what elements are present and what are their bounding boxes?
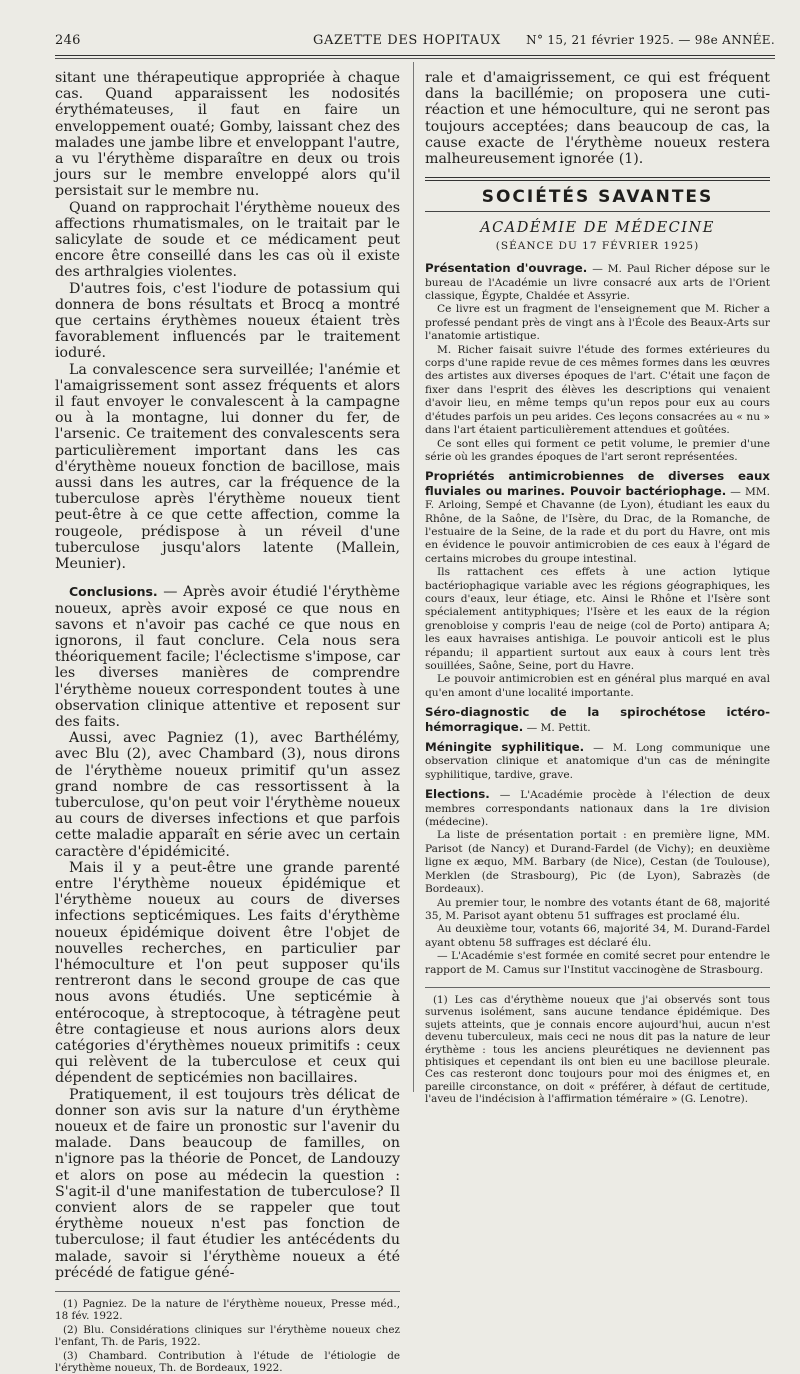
left-footnotes <box>55 1298 400 1374</box>
report-item: Méningite syphilitique. — M. Long communique une observation clinique et anatomique d'un cas de méningite syphilitique, tardive, grave. <box>425 740 770 781</box>
paragraph: Quand on rapprochait l'érythème noueux des affections rhumatismales, on le traitait par le salicylate de soude et ce médicament peut encore être conseillé dans les cas où il existe des arthralgies violentes. <box>55 199 400 281</box>
report-item: Présentation d'ouvrage. — M. Paul Richer dépose sur le bureau de l'Académie un livre consacré aux arts de l'Orient classique, Égypte, Chaldée et Assyrie. <box>425 261 770 303</box>
paragraph: Au deuxième tour, votants 66, majorité 34, M. Durand-Fardel ayant obtenu 58 suffrages est déclaré élu. <box>425 923 770 949</box>
paragraph: sitant une thérapeutique appropriée à chaque cas. Quand apparaissent les nodosités érythémateuses, il faut en faire un enveloppement ouaté; Gomby, laissant chez des malades une jambe libre et enveloppant l'autre, a vu l'érythème disparaître en deux ou trois jours sur le membre enveloppé alors qu'il persistait sur le membre nu. <box>55 70 400 200</box>
page-header <box>55 30 775 52</box>
paragraph: — L'Académie s'est formée en comité secret pour entendre le rapport de M. Camus sur l'Institut vaccinogène de Strasbourg. <box>425 950 770 976</box>
paragraph: Au premier tour, le nombre des votants étant de 68, majorité 35, M. Parisot ayant obtenu 51 suffrages est proclamé élu. <box>425 896 770 922</box>
footnote: (2) Blu. Considérations cliniques sur l'érythème noueux chez l'enfant, Th. de Paris, 1922. <box>55 1323 400 1349</box>
left-body <box>55 70 400 1281</box>
paragraph: Le pouvoir antimicrobien est en général plus marqué en aval qu'en amont d'une localité importante. <box>425 673 770 699</box>
paragraph: M. Richer faisait suivre l'étude des formes extérieures du corps d'une rapide revue de ces mêmes formes dans les œuvres des artistes aux diverses époques de l'art. C'était une façon de fixer dans l'esprit des élèves les descriptions qui venaient d'avoir lieu, en même temps qu'un repos pour eux au cours d'études parfois un peu arides. Ces leçons consacrées au « nu » dans l'art étaient particulièrement attendues et goûtées. <box>425 343 770 437</box>
paragraph: Pratiquement, il est toujours très délicat de donner son avis sur la nature d'un érythème noueux et de faire un pronostic sur l'avenir du malade. Dans beaucoup de familles, on n'ignore pas la théorie de Poncet, de Landouzy et alors on pose au médecin la question : S'agit-il d'une manifestation de tuberculose? Il convient alors de se rappeler que tout érythème noueux n'est pas fonction de tuberculose; il faut étudier les antécédents du malade, savoir si l'érythème noueux a été précédé de fatigue géné- <box>55 1086 400 1281</box>
paragraph: Aussi, avec Pagniez (1), avec Barthélémy, avec Blu (2), avec Chambard (3), nous dirons de l'érythème noueux primitif qu'un assez grand nombre de cas ressortissent à la tuberculose, qu'on peut voir l'érythème noueux au cours de diverses infections et que parfois cette maladie apparaît en série avec un certain caractère d'épidémicité. <box>55 730 400 860</box>
publication-title: GAZETTE DES HOPITAUX <box>313 33 501 48</box>
paragraph: Mais il y a peut-être une grande parenté entre l'érythème noueux épidémique et l'érythème noueux au cours de diverses infections septicémiques. Les faits d'érythème noueux épidémique doivent être l'objet de nouvelles recherches, en particulier par l'hémoculture et l'on peut supposer qu'ils rentreront dans le second groupe de cas que nous avons étudiés. Une septicémie à entérocoque, à streptocoque, à tétragène peut être contagieuse et nous aurions alors deux catégories d'érythèmes noueux primitifs : ceux qui relèvent de la tuberculose et ceux qui dépendent de septicémies non bacillaires. <box>55 859 400 1087</box>
item-heading: Elections. <box>425 787 490 802</box>
conclusions-heading: Conclusions. <box>69 584 158 600</box>
section-banner <box>425 177 770 212</box>
report-item: Séro-diagnostic de la spirochétose ictéro-hémorragique. — M. Pettit. <box>425 705 770 734</box>
issue-info: N° 15, 21 février 1925. — 98e ANNÉE. <box>526 33 775 47</box>
footnote-rule <box>425 987 770 988</box>
item-heading: Présentation d'ouvrage. <box>425 261 588 276</box>
footnote: (1) Pagniez. De la nature de l'érythème noueux, Presse méd., 18 fév. 1922. <box>55 1298 400 1323</box>
left-column <box>55 70 400 1374</box>
academy-report <box>425 262 770 977</box>
column-divider <box>413 62 414 1092</box>
society-name: ACADÉMIE DE MÉDECINE <box>480 220 715 237</box>
right-continuation <box>425 70 770 167</box>
right-column <box>425 70 770 1106</box>
paragraph: La convalescence sera surveillée; l'anémie et l'amaigrissement sont assez fréquents et alors il faut envoyer le convalescent à la campagne ou à la montagne, lui donner du fer, de l'arsenic. Ce traitement des convalescents sera particulièrement important dans les cas d'érythème noueux fonction de bacillose, mais aussi dans les autres, car la fréquence de la tuberculose après l'érythème noueux tient peut-être à ce que cette affection, comme la rougeole, prédispose à un réveil d'une tuberculose jusqu'alors latente (Mallein, Meunier). <box>55 361 400 573</box>
header-rule-thin <box>55 58 775 59</box>
footnote: (1) Les cas d'érythème noueux que j'ai observés sont tous survenus isolément, sans aucune tendance épidémique. Des sujets atteints, que je connais encore aujourd'hui, aucun n'est devenu tuberculeux, mais ceci ne nous dit pas la nature de leur érythème : tous les anciens pleurétiques ne deviennent pas phtisiques et cependant ils ont bien eu une bacillose pleurale. Ces cas resteront donc toujours pour moi des énigmes et, en pareille circonstance, on doit « préférer, à défaut de certitude, l'aveu de l'indécision à l'affirmation téméraire » (G. Lenotre). <box>425 993 770 1106</box>
paragraph: La liste de présentation portait : en première ligne, MM. Parisot (de Nancy) et Durand-Fardel (de Vichy); en deuxième ligne ex æquo, MM. Barbary (de Nice), Cestan (de Toulouse), Merklen (de Strasbourg), Pic (de Lyon), Sabrazès (de Bordeaux). <box>425 829 770 896</box>
report-item: Elections. — L'Académie procède à l'élection de deux membres correspondants nationaux dans la 1re division (médecine). <box>425 787 770 829</box>
report-item: Propriétés antimicrobiennes de diverses eaux fluviales ou marines. Pouvoir bactériophage. — MM. F. Arloing, Sempé et Chavanne (de Lyon), étudiant les eaux du Rhône, de la Saône, de l'Isère, du Drac, de la Romanche, de l'estuaire de la Seine, de la rade et du port du Havre, ont mis en évidence le pouvoir antimicrobien de ces eaux à l'égard de certains microbes du groupe intestinal. <box>425 469 770 565</box>
paragraph: D'autres fois, c'est l'iodure de potassium qui donnera de bons résultats et Brocq a montré que certains érythèmes noueux étaient très favorablement influencés par le traitement ioduré. <box>55 280 400 362</box>
item-heading: Méningite syphilitique. <box>425 740 585 755</box>
item-heading: Propriétés antimicrobiennes de diverses eaux fluviales ou marines. Pouvoir bactériophage. <box>425 469 770 498</box>
footnote-rule <box>55 1291 400 1292</box>
right-footnote <box>425 994 770 1106</box>
header-rule <box>55 55 775 56</box>
section-title: SOCIÉTÉS SAVANTES <box>481 187 714 208</box>
footnote: (3) Chambard. Contribution à l'étude de l'étiologie de l'érythème noueux, Th. de Bordeaux, 1922. <box>55 1349 400 1374</box>
paragraph: Ils rattachent ces effets à une action lytique bactériophagique variable avec les régions géographiques, les cours d'eaux, leur étiage, etc. Ainsi le Rhône et l'Isère sont spécialement antityphiques; l'Isère et les eaux de la région grenobloise y compris l'eau de neige (col de Porto) antipara A; les eaux havraises antishiga. Le pouvoir anticoli est le plus répandu; il appartient surtout aux eaux à cours lent très souillées, Saône, Seine, port du Havre. <box>425 566 770 672</box>
item-heading: Séro-diagnostic de la spirochétose ictéro-hémorragique. <box>425 705 770 734</box>
page-number: 246 <box>55 33 81 48</box>
session-date: (SÉANCE DU 17 FÉVRIER 1925) <box>495 240 700 253</box>
paragraph: rale et d'amaigrissement, ce qui est fréquent dans la bacillémie; on proposera une cuti-réaction et une hémoculture, qui ne seront pas toujours acceptées; dans beaucoup de cas, la cause exacte de l'érythème noueux restera malheureusement ignorée (1). <box>425 70 770 168</box>
paragraph: Ce livre est un fragment de l'enseignement que M. Richer a professé pendant près de vingt ans à l'École des Beaux-Arts sur l'anatomie artistique. <box>425 303 770 343</box>
conclusions-paragraph: Conclusions. — Après avoir étudié l'érythème noueux, après avoir exposé ce que nous en savons et n'avoir pas caché ce que nous en ignorons, il faut conclure. Cela nous sera théoriquement facile; l'éclectisme s'impose, car les diverses manières de comprendre l'érythème noueux correspondent toutes à une observation clinique attentive et reposent sur des faits. <box>55 584 400 730</box>
paragraph: Ce sont elles qui forment ce petit volume, le premier d'une série où les grandes époques de l'art seront représentées. <box>425 437 770 463</box>
